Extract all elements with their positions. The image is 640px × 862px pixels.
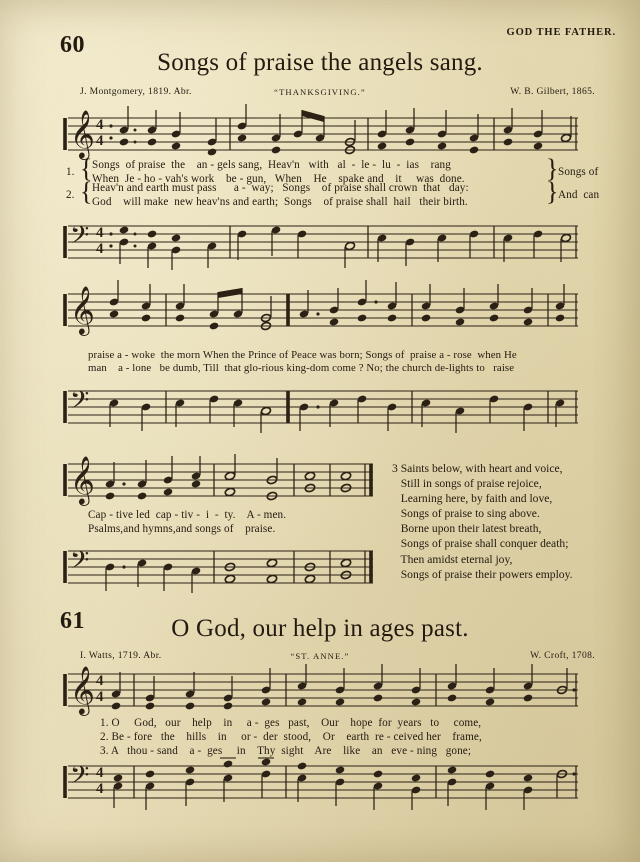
treble-clef-icon: 𝄞 [70,285,95,334]
svg-text:4: 4 [96,689,104,705]
svg-text:4: 4 [96,241,104,257]
svg-text:4: 4 [96,225,104,241]
svg-text:4: 4 [96,133,104,149]
verse-number-2: 2. [66,189,75,201]
tune-name-60: “THANKSGIVING.” [274,87,366,97]
bass-clef-icon: 𝄢 [70,386,90,421]
lyric-line-4a: Cap - tive led cap - tiv - i - ty. A - men. [88,509,287,521]
lyric-line-4b: Psalms,and hymns,and songs of praise. [88,523,276,535]
staff-system-4-bass [62,760,582,812]
bass-clef-icon: 𝄢 [70,221,90,256]
lyric-brace-2: { [80,177,93,206]
lyric-line-5b: 2. Be - fore the hills in or - der stood, Or earth re - ceived her frame, [100,731,482,743]
svg-text:4: 4 [96,117,104,133]
lyric-line-5c: 3. A thou - sand a - ges in Thy sight Are like an eve - ning gone; [100,745,472,757]
lyric-brace-1-end: } [546,154,559,183]
lyric-line-1b: When Je - ho - vah's work be - gun, When He spake and it was done. [92,173,465,185]
lyric-brace-2-end: } [546,177,559,206]
lyric-brace-1: { [80,154,93,183]
lyric-tail-2: And can [558,189,600,201]
hymn-title-60: Songs of praise the angels sang. [157,49,483,76]
staff-system-3-bass [62,545,377,597]
extra-verse-line-7: Then amidst eternal joy, [392,552,513,566]
extra-verse-line-1: 3 Saints below, with heart and voice, [392,462,563,475]
verse-number-1: 1. [66,166,75,178]
staff-system-3-treble [62,455,377,510]
hymn-author-60: J. Montgomery, 1819. Abr. [80,86,192,97]
hymn-author-61: I. Watts, 1719. Abr. [80,650,162,661]
treble-clef-icon: 𝄞 [70,109,95,158]
hymn-title-61: O God, our help in ages past. [171,615,469,642]
extra-verse-line-2: Still in songs of praise rejoice, [392,477,542,491]
bass-clef-icon: 𝄢 [70,546,90,581]
lyric-line-3a: praise a - woke the morn When the Prince of Peace was born; Songs of praise a - rose when He [88,349,517,361]
lyric-line-1a: Songs of praise the an - gels sang, Heav'n with al - le - lu - ias rang [92,159,451,171]
staff-system-1-treble [62,109,582,164]
lyric-line-2b: God will make new heav'ns and earth; Songs of praise shall hail their birth. [92,196,468,208]
extra-verse-line-8: Songs of praise their powers employ. [392,567,573,581]
staff-system-1-bass [62,220,582,272]
svg-text:4: 4 [96,673,104,689]
lyric-line-3b: man a - lone be dumb, Till that glo-rious king-dom come ? No; the church de-lights to raise [88,362,515,374]
hymn-composer-60: W. B. Gilbert, 1865. [510,86,595,97]
svg-text:4: 4 [96,781,104,797]
extra-verse-line-5: Borne upon their latest breath, [392,522,542,536]
treble-clef-icon: 𝄞 [70,665,95,714]
staff-system-2-bass [62,385,582,437]
hymn-number-60: 60 [60,32,85,58]
extra-verse-line-4: Songs of praise to sing above. [392,507,540,521]
extra-verse-3 [392,461,573,582]
lyric-line-2a: Heav'n and earth must pass a - way; Songs of praise shall crown that day: [92,182,469,194]
tune-name-61: “ST. ANNE.” [290,651,350,661]
svg-text:4: 4 [96,765,104,781]
extra-verse-line-3: Learning here, by faith and love, [392,492,553,506]
treble-clef-icon: 𝄞 [70,455,95,504]
hymn-number-61: 61 [60,608,85,634]
lyric-line-5a: 1. O God, our help in a - ges past, Our hope for years to come, [100,717,482,729]
running-head: GOD THE FATHER. [506,27,616,38]
hymn-composer-61: W. Croft, 1708. [530,650,595,661]
bass-clef-icon: 𝄢 [70,761,90,796]
extra-verse-line-6: Songs of praise shall conquer death; [392,537,569,551]
staff-system-4-treble [62,665,582,720]
lyric-tail-1: Songs of [558,166,599,178]
staff-system-2-treble [62,285,582,340]
